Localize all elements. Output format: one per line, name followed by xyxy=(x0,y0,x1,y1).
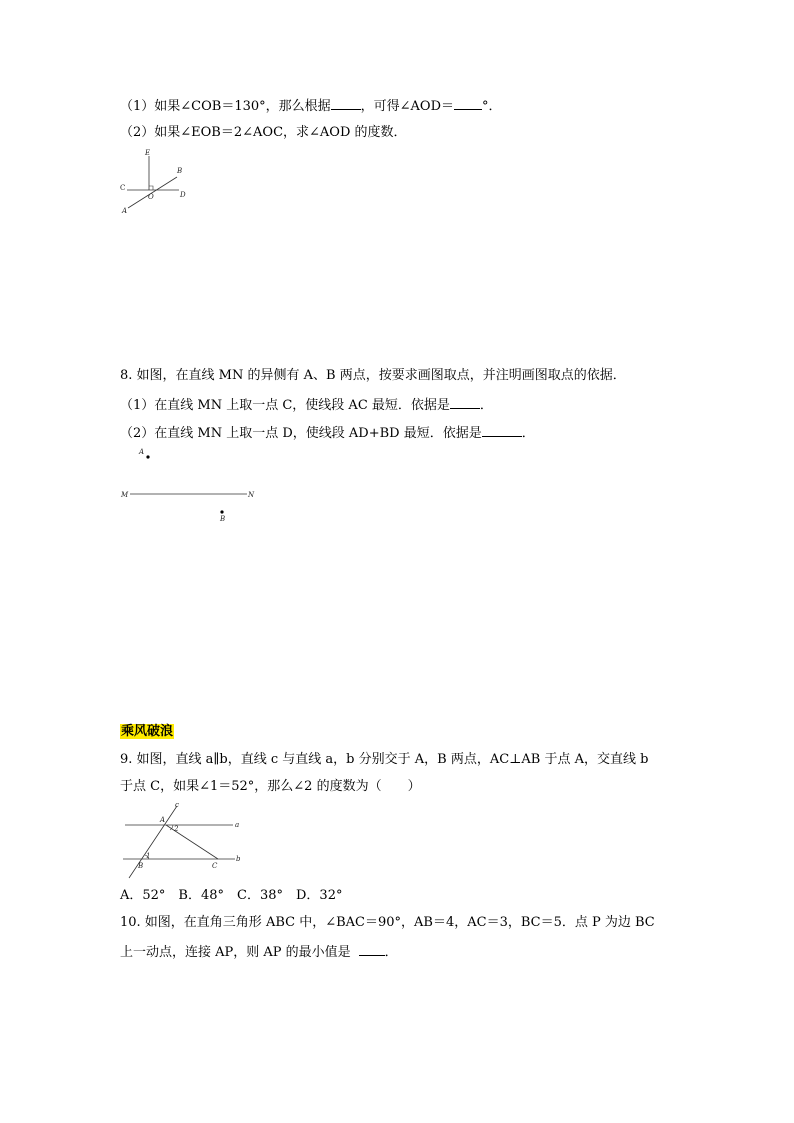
q7-figure xyxy=(115,145,195,215)
section-title xyxy=(120,723,174,741)
q10-line2-text: 上一动点，连接 AP，则 AP 的最小值是 xyxy=(120,945,351,960)
q7-label-d: D xyxy=(180,191,186,199)
q7-label-a: A xyxy=(122,207,128,215)
q7-right-angle-mark xyxy=(149,186,153,190)
q7-part1-text-b: ，可得∠AOD＝ xyxy=(360,99,455,114)
q9-label-b-line: b xyxy=(236,855,241,863)
q7-blank-2[interactable] xyxy=(454,97,482,110)
q10-line2-end: ． xyxy=(384,945,398,960)
q9-label-b-point: B xyxy=(138,862,144,870)
q10-blank[interactable] xyxy=(359,943,385,956)
q10-line2 xyxy=(120,943,398,962)
q9-label-a-line: a xyxy=(235,821,240,829)
q8-label-a: A xyxy=(139,448,145,456)
q9-label-angle-2: 2 xyxy=(174,825,179,833)
q10-line1: 10. 如图，在直角三角形 ABC 中，∠BAC＝90°，AB＝4，AC＝3，BC＝5．点 P 为边 BC xyxy=(120,915,655,930)
q8-stem: 8. 如图，在直线 MN 的异侧有 A、B 两点，按要求画图取点，并注明画图取点的依据． xyxy=(120,368,626,383)
q8-label-m: M xyxy=(121,491,129,499)
q8-part1-text: （1）在直线 MN 上取一点 C，使线段 AC 最短．依据是 xyxy=(120,398,450,413)
q7-part1-text-c: °． xyxy=(482,99,502,114)
q8-label-n: N xyxy=(248,491,255,499)
q8-blank-2[interactable] xyxy=(482,424,522,437)
q9-stem-line1: 9. 如图，直线 a∥b，直线 c 与直线 a，b 分别交于 A，B 两点，AC⊥AB 于点 A，交直线 b xyxy=(120,752,649,767)
q7-label-o: O xyxy=(148,193,154,201)
q9-label-c-point: C xyxy=(212,862,218,870)
q7-blank-1[interactable] xyxy=(331,97,361,110)
q8-part1-end: ． xyxy=(479,398,493,413)
q9-label-angle-1: 1 xyxy=(146,852,151,860)
q8-blank-1[interactable] xyxy=(450,396,480,409)
q9-options: A．52° B．48° C．38° D．32° xyxy=(120,888,343,903)
section-title-text: 乘风破浪 xyxy=(121,724,174,739)
q8-point-a xyxy=(146,455,149,458)
q7-part1 xyxy=(120,97,502,116)
q8-label-b: B xyxy=(220,515,226,523)
q8-part2-text: （2）在直线 MN 上取一点 D，使线段 AD+BD 最短．依据是 xyxy=(120,426,482,441)
q9-figure xyxy=(115,800,250,882)
q8-figure xyxy=(115,440,265,530)
q8-part2-end: ． xyxy=(521,426,535,441)
q7-label-b: B xyxy=(177,167,183,175)
q7-label-e: E xyxy=(145,149,151,157)
q9-stem-line2: 于点 C，如果∠1＝52°，那么∠2 的度数为（ ） xyxy=(120,779,421,794)
q7-label-c: C xyxy=(120,184,126,192)
q7-part2: （2）如果∠EOB＝2∠AOC，求∠AOD 的度数． xyxy=(120,125,407,140)
q8-point-b xyxy=(220,510,223,513)
q9-line-c xyxy=(129,806,177,878)
q9-label-a-point: A xyxy=(160,816,166,824)
q9-label-c-line: c xyxy=(175,801,179,809)
q7-part1-text-a: （1）如果∠COB＝130°，那么根据 xyxy=(120,99,331,114)
q8-part1 xyxy=(120,396,493,415)
